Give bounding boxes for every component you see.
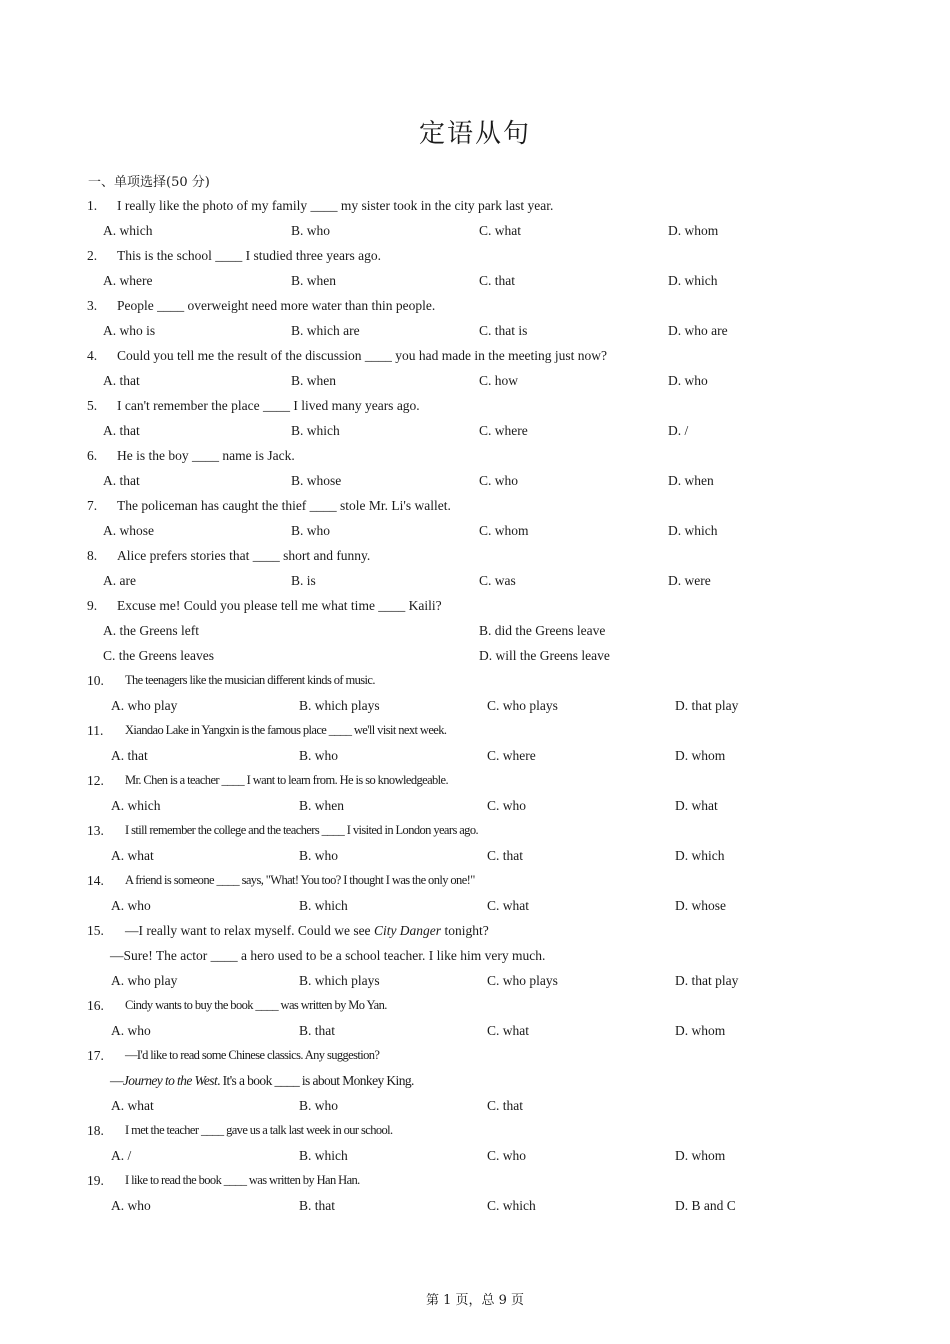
option: C. which xyxy=(487,1198,536,1213)
option: D. that play xyxy=(675,698,739,713)
option: B. which plays xyxy=(299,973,380,988)
question-reply: —Journey to the West. It's a book ____ is about Monkey King. xyxy=(110,1073,414,1088)
question-stem: Cindy wants to buy the book ____ was written by Mo Yan. xyxy=(125,998,387,1012)
option: B. who xyxy=(299,748,339,763)
option: C. where xyxy=(479,423,528,438)
options-row xyxy=(0,693,950,718)
option: A. which xyxy=(111,798,161,813)
option: B. who xyxy=(291,523,331,538)
question-line xyxy=(0,443,950,468)
option: B. when xyxy=(299,798,344,813)
option: B. when xyxy=(291,273,336,288)
options-row xyxy=(0,968,950,993)
options-row xyxy=(0,368,950,393)
question-stem: I met the teacher ____ gave us a talk last week in our school. xyxy=(125,1123,393,1137)
option: B. which xyxy=(291,423,340,438)
question-number: 6. xyxy=(87,448,98,463)
option: A. where xyxy=(103,273,153,288)
option: C. who xyxy=(487,1148,527,1163)
question-number: 10. xyxy=(87,673,104,688)
option: C. who plays xyxy=(487,698,558,713)
option: B. that xyxy=(299,1198,335,1213)
option: C. was xyxy=(479,573,516,588)
question-stem: Excuse me! Could you please tell me what time ____ Kaili? xyxy=(117,598,442,613)
options-row xyxy=(0,318,950,343)
question-stem: —I'd like to read some Chinese classics. Any suggestion? xyxy=(125,1048,380,1062)
option: A. that xyxy=(103,423,140,438)
option: D. were xyxy=(668,573,711,588)
question-reply: —Sure! The actor ____ a hero used to be a school teacher. I like him very much. xyxy=(110,948,546,963)
option: D. whom xyxy=(668,223,719,238)
question-line xyxy=(0,393,950,418)
question-stem: He is the boy ____ name is Jack. xyxy=(117,448,295,463)
option: B. which xyxy=(299,1148,348,1163)
option: C. what xyxy=(487,898,529,913)
question-stem-italic: City Danger xyxy=(373,923,442,938)
options-row xyxy=(0,1093,950,1118)
option: B. which xyxy=(299,898,348,913)
option: B. who xyxy=(299,848,339,863)
question-stem: —I really want to relax myself. Could we see City Danger tonight? xyxy=(125,923,489,938)
option: D. will the Greens leave xyxy=(479,648,610,663)
question-line xyxy=(0,768,950,793)
option: D. who xyxy=(668,373,708,388)
question-stem: I like to read the book ____ was written by Han Han. xyxy=(125,1173,360,1187)
options-row xyxy=(0,568,950,593)
option: A. the Greens left xyxy=(103,623,199,638)
option: A. who play xyxy=(111,973,178,988)
option: C. whom xyxy=(479,523,529,538)
question-stem: Could you tell me the result of the discussion ____ you had made in the meeting just now? xyxy=(117,348,608,363)
option: C. who xyxy=(479,473,519,488)
question-stem: I can't remember the place ____ I lived many years ago. xyxy=(117,398,420,413)
option: A. who is xyxy=(103,323,156,338)
option: C. what xyxy=(479,223,521,238)
question-line xyxy=(0,243,950,268)
option: C. that is xyxy=(479,323,528,338)
question-number: 12. xyxy=(87,773,104,788)
option: D. when xyxy=(668,473,714,488)
question-number: 13. xyxy=(87,823,104,838)
question-number: 1. xyxy=(87,198,98,213)
question-stem: I still remember the college and the teachers ____ I visited in London years ago. xyxy=(125,823,479,837)
question-line xyxy=(0,918,950,943)
option: C. how xyxy=(479,373,519,388)
question-subline xyxy=(0,1068,950,1093)
question-stem: Alice prefers stories that ____ short and funny. xyxy=(117,548,371,563)
page-footer: 第 1 页，总 9 页 xyxy=(425,1293,525,1308)
option: D. whom xyxy=(675,1023,726,1038)
option: A. which xyxy=(103,223,153,238)
option: D. whom xyxy=(675,748,726,763)
question-number: 11. xyxy=(87,723,104,738)
options-row xyxy=(0,643,950,668)
option: B. who xyxy=(299,1098,339,1113)
question-line xyxy=(0,1168,950,1193)
option: C. the Greens leaves xyxy=(103,648,214,663)
question-line xyxy=(0,343,950,368)
options-row xyxy=(0,793,950,818)
option: A. are xyxy=(103,573,136,588)
option: D. what xyxy=(675,798,718,813)
options-row xyxy=(0,468,950,493)
question-stem: A friend is someone ____ says, "What! You too? I thought I was the only one!" xyxy=(125,873,475,887)
option: C. that xyxy=(487,848,523,863)
question-number: 3. xyxy=(87,298,98,313)
option: B. which plays xyxy=(299,698,380,713)
option: D. B and C xyxy=(675,1198,736,1213)
option: C. what xyxy=(487,1023,529,1038)
options-row xyxy=(0,1193,950,1218)
option: A. who xyxy=(111,898,151,913)
option: A. that xyxy=(103,373,140,388)
question-number: 9. xyxy=(87,598,98,613)
question-subline xyxy=(0,943,950,968)
option: C. who plays xyxy=(487,973,558,988)
document-title: 定语从句 xyxy=(418,119,531,149)
question-number: 4. xyxy=(87,348,98,363)
question-line xyxy=(0,293,950,318)
question-line xyxy=(0,193,950,218)
option: D. whose xyxy=(675,898,726,913)
question-number: 16. xyxy=(87,998,104,1013)
option: B. that xyxy=(299,1023,335,1038)
question-number: 19. xyxy=(87,1173,104,1188)
question-stem: The teenagers like the musician different kinds of music. xyxy=(125,673,375,687)
question-number: 14. xyxy=(87,873,104,888)
question-line xyxy=(0,1043,950,1068)
option: A. that xyxy=(103,473,140,488)
options-row xyxy=(0,1018,950,1043)
option: A. what xyxy=(111,1098,154,1113)
options-row xyxy=(0,893,950,918)
options-row xyxy=(0,268,950,293)
option: D. whom xyxy=(675,1148,726,1163)
option: C. that xyxy=(479,273,515,288)
options-row xyxy=(0,518,950,543)
options-row xyxy=(0,618,950,643)
option: A. who xyxy=(111,1198,151,1213)
question-stem: This is the school ____ I studied three years ago. xyxy=(117,248,381,263)
option: D. which xyxy=(668,523,718,538)
option: A. whose xyxy=(103,523,154,538)
option: C. where xyxy=(487,748,536,763)
option: A. who play xyxy=(111,698,178,713)
question-number: 8. xyxy=(87,548,98,563)
option: C. that xyxy=(487,1098,523,1113)
option: D. which xyxy=(668,273,718,288)
question-line xyxy=(0,668,950,693)
option: B. did the Greens leave xyxy=(479,623,606,638)
question-line xyxy=(0,1118,950,1143)
question-stem: Xiandao Lake in Yangxin is the famous place ____ we'll visit next week. xyxy=(125,723,447,737)
question-stem: People ____ overweight need more water than thin people. xyxy=(117,298,436,313)
option: A. / xyxy=(111,1148,132,1163)
question-line xyxy=(0,818,950,843)
option: D. / xyxy=(668,423,689,438)
options-row xyxy=(0,1143,950,1168)
question-line xyxy=(0,593,950,618)
question-number: 7. xyxy=(87,498,98,513)
question-number: 15. xyxy=(87,923,104,938)
question-line xyxy=(0,868,950,893)
section-heading: 一、单项选择(50 分) xyxy=(88,175,210,190)
question-line xyxy=(0,718,950,743)
options-row xyxy=(0,418,950,443)
question-number: 18. xyxy=(87,1123,104,1138)
options-row xyxy=(0,743,950,768)
option: D. that play xyxy=(675,973,739,988)
option: A. who xyxy=(111,1023,151,1038)
option: C. who xyxy=(487,798,527,813)
question-number: 17. xyxy=(87,1048,104,1063)
question-stem: I really like the photo of my family ____ my sister took in the city park last year. xyxy=(117,198,554,213)
question-stem: Mr. Chen is a teacher ____ I want to learn from. He is so knowledgeable. xyxy=(125,773,449,787)
option: A. that xyxy=(111,748,148,763)
option: B. when xyxy=(291,373,336,388)
option: B. who xyxy=(291,223,331,238)
option: D. who are xyxy=(668,323,728,338)
option: B. is xyxy=(291,573,316,588)
option: B. which are xyxy=(291,323,360,338)
options-row xyxy=(0,843,950,868)
question-reply-italic: Journey to the West xyxy=(122,1073,218,1088)
option: B. whose xyxy=(291,473,342,488)
options-row xyxy=(0,218,950,243)
question-number: 5. xyxy=(87,398,98,413)
question-stem: The policeman has caught the thief ____ stole Mr. Li's wallet. xyxy=(117,498,451,513)
question-line xyxy=(0,543,950,568)
option: D. which xyxy=(675,848,725,863)
question-list xyxy=(0,193,950,1218)
question-line xyxy=(0,493,950,518)
option: A. what xyxy=(111,848,154,863)
question-number: 2. xyxy=(87,248,98,263)
question-line xyxy=(0,993,950,1018)
